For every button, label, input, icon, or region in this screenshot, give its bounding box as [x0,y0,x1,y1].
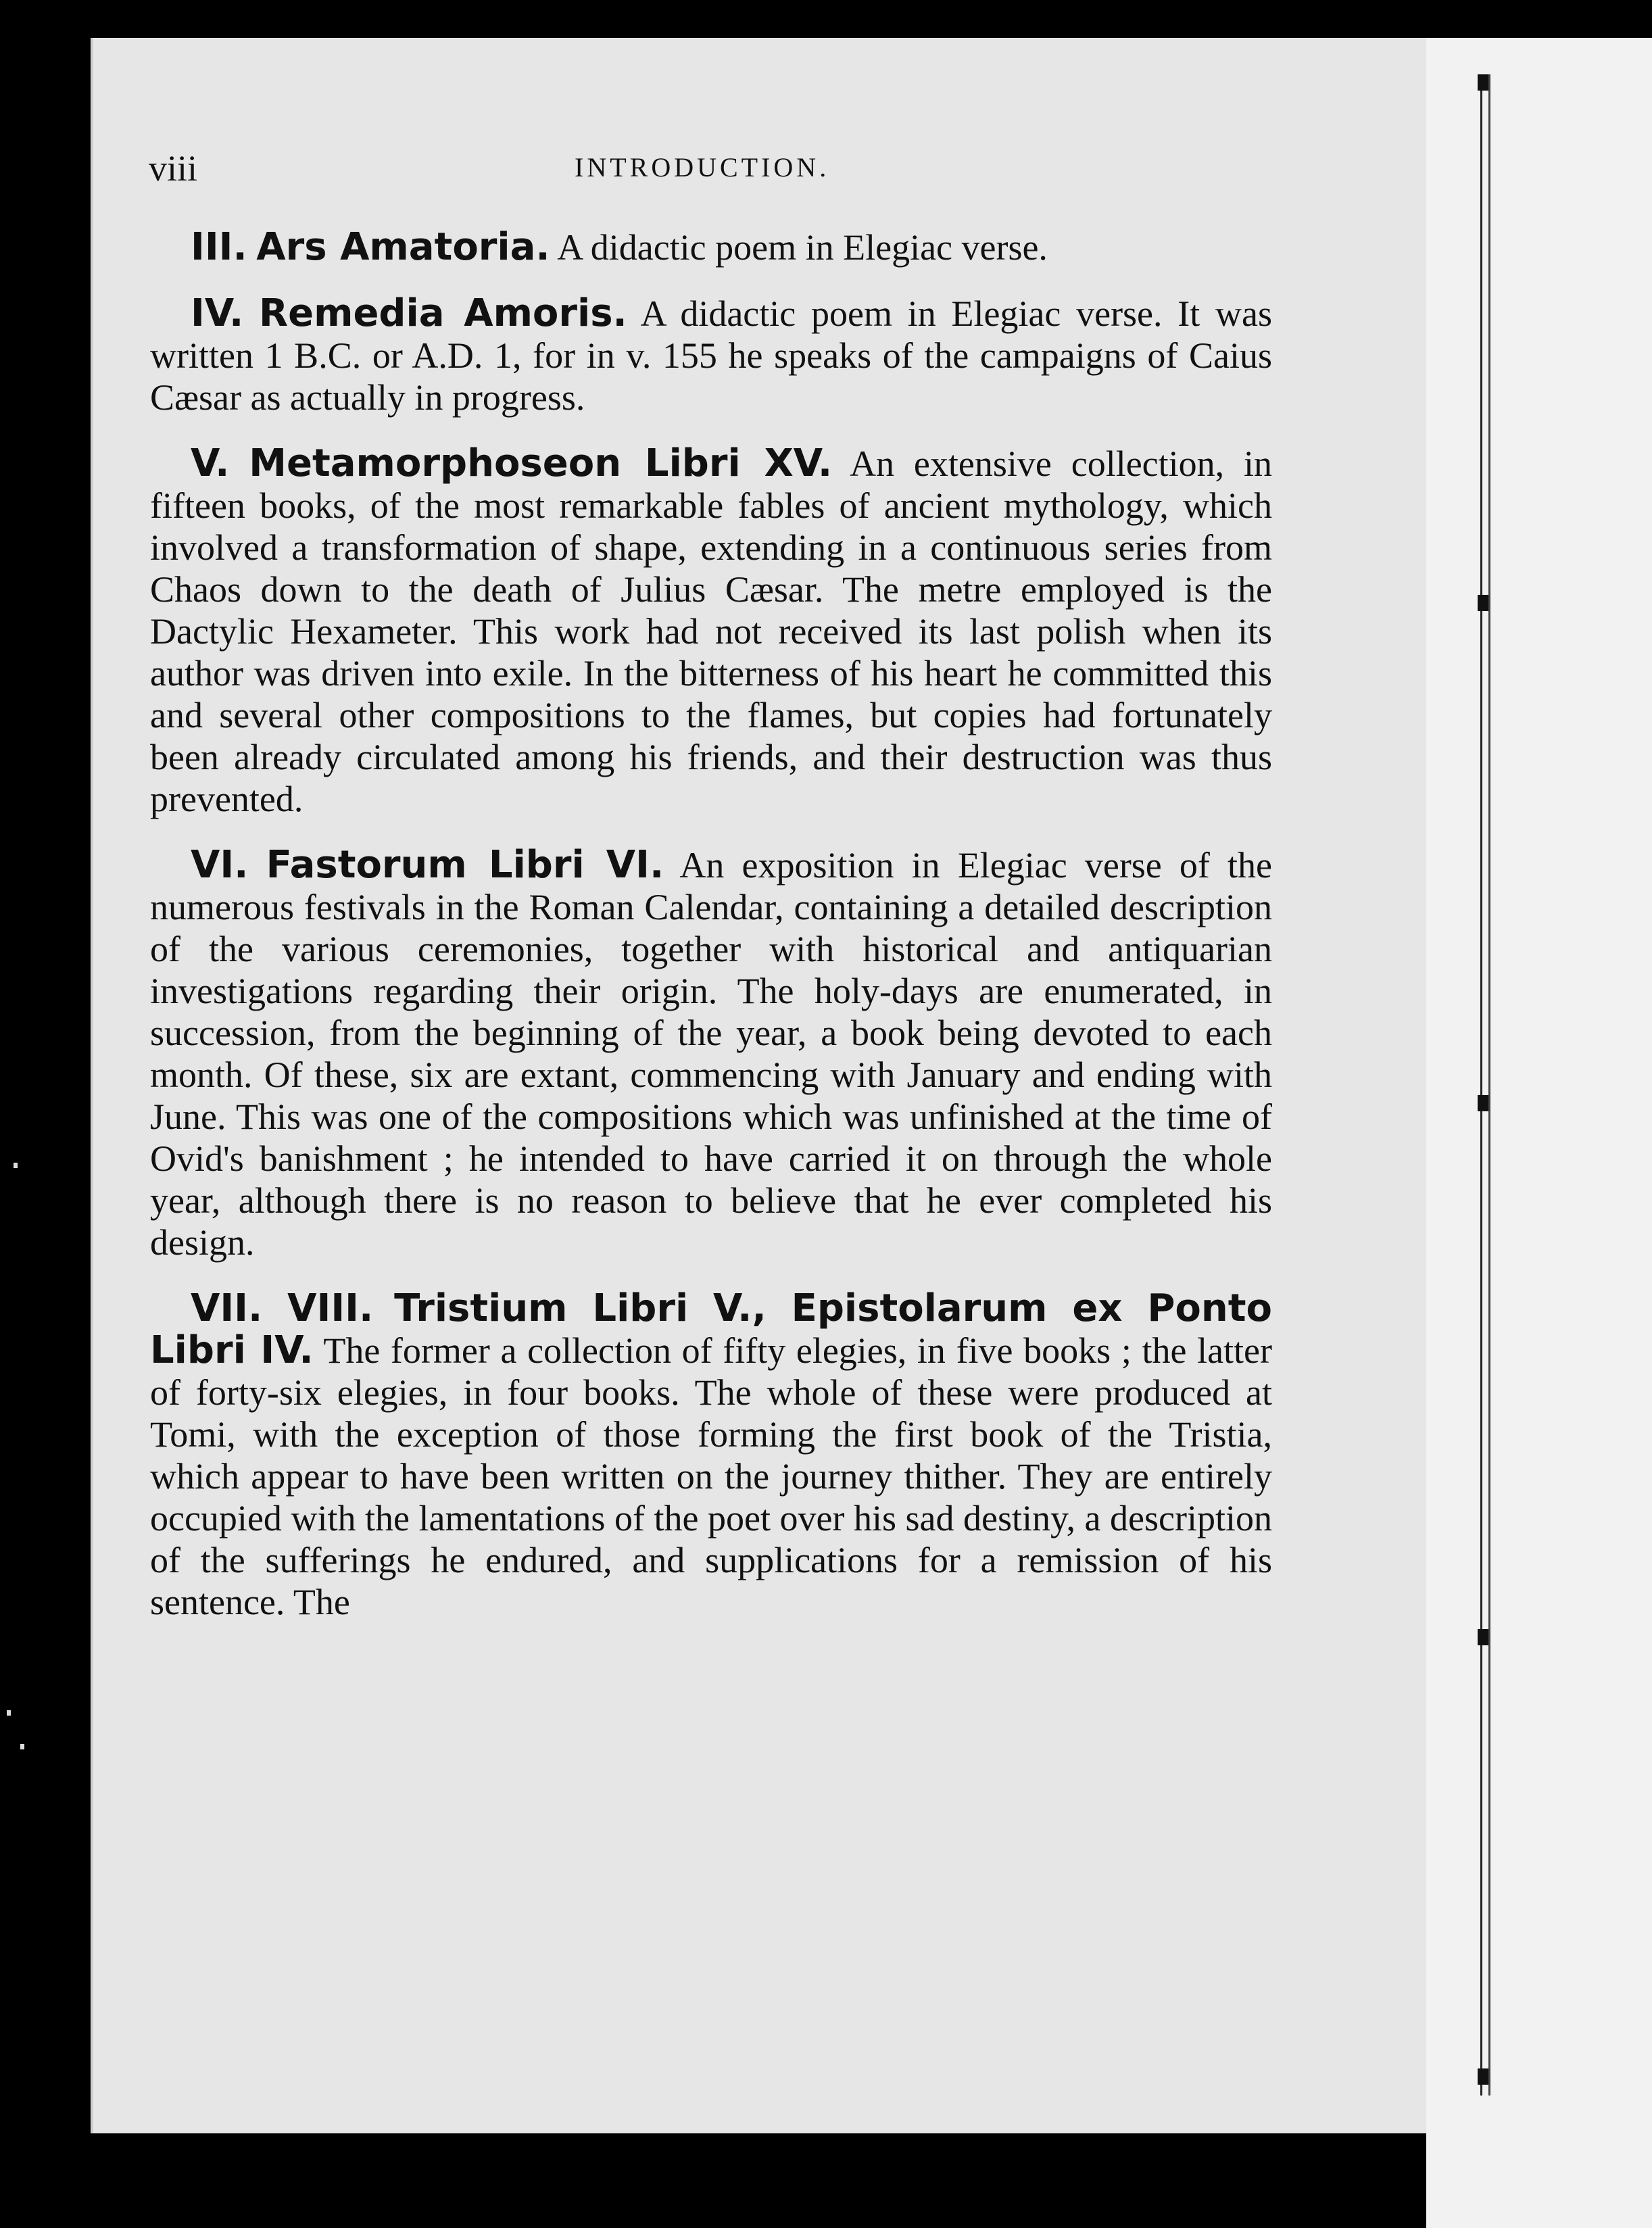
entry-number: V. [191,441,230,485]
spine-mark [1478,2068,1488,2085]
scan-speck [14,1163,18,1168]
entry-number: VI. [191,843,249,887]
entry-paragraph [150,293,1272,418]
spine-mark [1478,595,1488,611]
entry-number: III. [191,225,247,269]
entry-paragraph [150,226,1272,268]
entry-title: Ars Amatoria. [256,225,550,269]
spine-mark [1478,74,1488,91]
entry-title: Remedia Amoris. [258,291,627,335]
entry-paragraph [150,844,1272,1263]
entry-title: Metamorphoseon Libri XV. [249,441,833,485]
entry-text: An extensive collection, in fifteen books, of the most remarkable fables of ancient mythology, which involved a transformation of shape, extending in a continuous series from Chaos down to the death of Julius Cæsar. The metre employed is the Dactylic Hexameter. This work had not received its last polish when its author was driven into exile. In the bitterness of his heart he committed this and several other compositions to the flames, but copies had fortunately been already circulated among his friends, and their destruction was thus prevented. [150,443,1273,819]
scan-speck [7,1710,11,1716]
entry-remedia-amoris [150,293,1272,418]
entry-text: An exposition in Elegiac verse of the numerous festivals in the Roman Calendar, containing a detailed description of the various ceremonies, together with historical and antiquarian investigations regarding their origin. The holy-days are enumerated, in succession, from the beginning of the year, a book being devoted to each month. Of these, six are extant, commencing with January and ending with June. This was one of the compositions which was unfinished at the time of Ovid's banishment ; he intended to have carried it on through the whole year, although there is no reason to believe that he ever completed his design. [150,845,1272,1263]
entry-fasti [150,844,1272,1263]
entry-paragraph [150,443,1272,820]
spine-mark [1478,1629,1488,1645]
scan-speck [20,1744,24,1749]
entry-number: VII. VIII. [191,1286,374,1330]
entry-text: A didactic poem in Elegiac verse. [557,227,1048,268]
entry-text: A didactic poem in Elegiac verse. It was written 1 B.C. or A.D. 1, for in v. 155 he speaks of the campaigns of Caius Cæsar as actually in progress. [150,293,1272,418]
entry-number: IV. [191,291,244,335]
book-spine [1480,74,1492,2096]
entry-title: Fastorum Libri VI. [266,843,664,887]
entry-text: The former a collection of fifty elegies, in five books ; the latter of forty-six elegies, in four books. The whole of these were produced at Tomi, with the exception of those forming the first book of the Tristia, which appear to have been written on the journey thither. They are entirely occupied with the lamentations of the poet over his sad destiny, a description of the sufferings he endured, and supplications for a remission of his sentence. The [150,1330,1272,1622]
page-body [150,226,1272,1647]
running-head: INTRODUCTION. [575,152,830,183]
entry-metamorphoses [150,443,1272,820]
entry-paragraph [150,1288,1272,1623]
entry-tristia-ex-ponto [150,1288,1272,1623]
spine-mark [1478,1095,1488,1111]
facing-page-edge [1426,38,1652,2228]
entry-ars-amatoria [150,226,1272,268]
page-header [149,147,1284,188]
entry-title: Tristium Libri V., Epistolarum ex Ponto Libri IV. [150,1286,1272,1372]
page-number: viii [149,148,198,189]
